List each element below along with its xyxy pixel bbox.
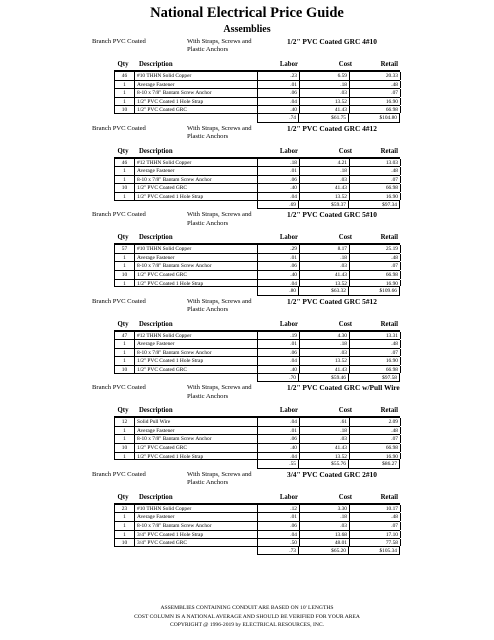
assembly-section — [0, 124, 494, 210]
column-header-retail: Retail — [380, 493, 398, 501]
column-header-cost: Cost — [338, 234, 352, 242]
table-row — [114, 365, 400, 374]
cell-labor: .40 — [258, 271, 300, 279]
footer-line-cost: COST COLUMN IS A NATIONAL AVERAGE AND SHOULD BE VERIFIED FOR YOUR AREA — [134, 613, 360, 620]
assembly-code: 1/2" PVC Coated GRC 4#12 — [287, 123, 377, 133]
table-row — [114, 530, 400, 539]
cell-cost: 41.43 — [300, 184, 350, 192]
cell-description: 1/2" PVC Coated 1 Hole Strap — [135, 453, 258, 460]
assembly-category: Branch PVC Coated — [92, 211, 146, 219]
total-cost: $59.37 — [299, 201, 349, 210]
assembly-code: 3/4" PVC Coated GRC 2#10 — [287, 469, 377, 479]
cell-cost: .03 — [300, 349, 350, 357]
column-header-qty: Qty — [117, 407, 129, 415]
cell-retail: .48 — [350, 254, 401, 262]
column-header-description: Description — [139, 493, 173, 501]
cell-labor: .12 — [258, 505, 300, 513]
total-cost: $61.75 — [299, 114, 349, 123]
cell-labor: .04 — [258, 418, 300, 426]
cell-labor: .01 — [258, 254, 300, 262]
cell-retail: .48 — [350, 167, 401, 175]
total-retail: $109.66 — [349, 287, 400, 296]
cell-retail: 66.98 — [350, 366, 401, 373]
cell-qty: 10 — [115, 271, 135, 279]
cell-retail: 16.90 — [350, 453, 401, 460]
cell-retail: 66.98 — [350, 271, 401, 279]
column-header-description: Description — [139, 147, 173, 155]
total-cost: $55.76 — [299, 460, 349, 469]
cell-qty: 1 — [115, 254, 135, 262]
cell-cost: .03 — [300, 522, 350, 530]
cell-description: 1/2" PVC Coated 1 Hole Strap — [135, 357, 258, 365]
cell-cost: 48.01 — [300, 539, 350, 546]
cell-labor: .01 — [258, 167, 300, 175]
cell-cost: .18 — [300, 340, 350, 348]
cell-retail: 25.19 — [350, 245, 401, 253]
cell-qty: 1 — [115, 357, 135, 365]
assembly-code: 1/2" PVC Coated GRC w/Pull Wire — [287, 383, 400, 393]
footer-notes — [0, 604, 494, 630]
cell-cost: 13.52 — [300, 193, 350, 200]
table-row — [114, 356, 400, 365]
assembly-category: Branch PVC Coated — [92, 297, 146, 305]
assembly-description: With Straps, Screws and Plastic Anchors — [187, 297, 252, 314]
cell-description: Average Fastener — [135, 513, 258, 521]
cell-retail: 20.33 — [350, 72, 401, 80]
table-row — [114, 426, 400, 435]
cell-labor: .06 — [258, 522, 300, 530]
total-retail: $86.27 — [349, 460, 400, 469]
total-labor: .55 — [257, 460, 299, 469]
column-header-retail: Retail — [380, 61, 398, 68]
cell-qty: 1 — [115, 167, 135, 175]
items-table — [114, 331, 400, 374]
cell-description: #12 THHN Solid Copper — [135, 332, 258, 340]
cell-qty: 12 — [115, 418, 135, 426]
cell-labor: .06 — [258, 435, 300, 443]
cell-description: 1/2" PVC Coated 1 Hole Strap — [135, 98, 258, 106]
cell-retail: .07 — [350, 435, 401, 443]
cell-retail: 16.90 — [350, 357, 401, 365]
table-row — [114, 521, 400, 530]
page-title: National Electrical Price Guide — [150, 5, 344, 21]
cell-cost: 13.68 — [300, 531, 350, 539]
cell-description: 1/2" PVC Coated GRC — [135, 444, 258, 452]
cell-labor: .04 — [258, 193, 300, 200]
table-row — [114, 158, 400, 167]
cell-qty: 1 — [115, 522, 135, 530]
column-header-qty: Qty — [117, 147, 129, 155]
assembly-header — [0, 470, 494, 493]
cell-labor: .06 — [258, 349, 300, 357]
table-row — [114, 97, 400, 106]
assembly-section — [0, 210, 494, 296]
cell-qty: 1 — [115, 427, 135, 435]
column-header-qty: Qty — [117, 320, 129, 328]
cell-qty: 1 — [115, 280, 135, 287]
column-header-qty: Qty — [117, 493, 129, 501]
cell-cost: .18 — [300, 254, 350, 262]
assembly-sections — [0, 37, 494, 556]
total-labor: .74 — [257, 114, 299, 123]
totals-row — [114, 460, 400, 469]
cell-description: Average Fastener — [135, 167, 258, 175]
cell-qty: 1 — [115, 81, 135, 89]
cell-cost: 41.43 — [300, 106, 350, 113]
assembly-section — [0, 37, 494, 123]
table-row — [114, 105, 400, 114]
cell-qty: 10 — [115, 184, 135, 192]
cell-description: 8-10 x 7/8" Bantam Screw Anchor — [135, 522, 258, 530]
column-headers — [0, 233, 494, 244]
cell-description: 1/2" PVC Coated GRC — [135, 271, 258, 279]
total-cost: $59.46 — [299, 374, 349, 383]
cell-retail: 13.03 — [350, 159, 401, 167]
cell-labor: .06 — [258, 176, 300, 184]
table-row — [114, 339, 400, 348]
cell-description: 8-10 x 7/8" Bantam Screw Anchor — [135, 176, 258, 184]
cell-retail: 13.31 — [350, 332, 401, 340]
assembly-category: Branch PVC Coated — [92, 38, 146, 45]
cell-description: #12 THHN Solid Copper — [135, 159, 258, 167]
table-row — [114, 192, 400, 201]
column-headers — [0, 406, 494, 417]
cell-retail: 10.17 — [350, 505, 401, 513]
assembly-category: Branch PVC Coated — [92, 124, 146, 132]
cell-qty: 1 — [115, 262, 135, 270]
column-header-labor: Labor — [279, 320, 298, 328]
table-row — [114, 434, 400, 443]
cell-retail: .07 — [350, 89, 401, 97]
column-headers — [0, 60, 494, 71]
cell-retail: 16.90 — [350, 193, 401, 200]
column-headers — [0, 147, 494, 158]
cell-description: #10 THHN Solid Copper — [135, 505, 258, 513]
cell-labor: .18 — [258, 159, 300, 167]
column-header-labor: Labor — [279, 234, 298, 242]
cell-qty: 1 — [115, 176, 135, 184]
column-header-retail: Retail — [380, 320, 398, 328]
cell-qty: 1 — [115, 513, 135, 521]
cell-description: Average Fastener — [135, 427, 258, 435]
cell-retail: 66.98 — [350, 184, 401, 192]
cell-retail: 16.90 — [350, 98, 401, 106]
cell-labor: .01 — [258, 427, 300, 435]
table-row — [114, 80, 400, 89]
cell-cost: .03 — [300, 435, 350, 443]
cell-retail: 16.90 — [350, 280, 401, 287]
total-retail: $97.58 — [349, 374, 400, 383]
cell-retail: .48 — [350, 340, 401, 348]
cell-retail: 66.98 — [350, 106, 401, 113]
cell-retail: 77.58 — [350, 539, 401, 546]
table-row — [114, 512, 400, 521]
total-cost: $63.32 — [299, 287, 349, 296]
cell-labor: .01 — [258, 340, 300, 348]
totals-row — [114, 201, 400, 210]
column-header-labor: Labor — [279, 407, 298, 415]
cell-description: 8-10 x 7/8" Bantam Screw Anchor — [135, 89, 258, 97]
cell-qty: 10 — [115, 366, 135, 373]
cell-description: #10 THHN Solid Copper — [135, 245, 258, 253]
cell-labor: .50 — [258, 539, 300, 546]
cell-qty: 10 — [115, 444, 135, 452]
items-table — [114, 158, 400, 201]
items-table — [114, 417, 400, 460]
assembly-description: With Straps, Screws and Plastic Anchors — [187, 124, 252, 140]
column-header-description: Description — [139, 61, 173, 68]
assembly-header — [0, 383, 494, 406]
cell-retail: .07 — [350, 349, 401, 357]
assembly-category: Branch PVC Coated — [92, 384, 146, 392]
cell-description: 1/2" PVC Coated GRC — [135, 184, 258, 192]
assembly-category: Branch PVC Coated — [92, 470, 146, 478]
cell-qty: 46 — [115, 72, 135, 80]
cell-qty: 46 — [115, 159, 135, 167]
cell-labor: .40 — [258, 366, 300, 373]
cell-labor: .23 — [258, 72, 300, 80]
cell-labor: .40 — [258, 444, 300, 452]
cell-qty: 47 — [115, 332, 135, 340]
cell-retail: 66.98 — [350, 444, 401, 452]
cell-qty: 1 — [115, 435, 135, 443]
cell-qty: 23 — [115, 505, 135, 513]
table-row — [114, 261, 400, 270]
cell-cost: 41.43 — [300, 444, 350, 452]
cell-cost: 13.52 — [300, 98, 350, 106]
cell-retail: .07 — [350, 176, 401, 184]
column-header-labor: Labor — [279, 147, 298, 155]
table-row — [114, 538, 400, 547]
cell-cost: .18 — [300, 81, 350, 89]
total-labor: .70 — [257, 374, 299, 383]
column-header-cost: Cost — [338, 147, 352, 155]
table-row — [114, 504, 400, 513]
cell-qty: 1 — [115, 340, 135, 348]
cell-description: #10 THHN Solid Copper — [135, 72, 258, 80]
cell-cost: 41.43 — [300, 366, 350, 373]
assembly-code: 1/2" PVC Coated GRC 5#10 — [287, 210, 377, 220]
column-header-cost: Cost — [338, 61, 352, 68]
cell-cost: 8.17 — [300, 245, 350, 253]
items-table — [114, 504, 400, 547]
column-header-qty: Qty — [117, 234, 129, 242]
cell-cost: 13.52 — [300, 357, 350, 365]
cell-cost: 3.30 — [300, 505, 350, 513]
table-row — [114, 175, 400, 184]
total-retail: $105.34 — [349, 547, 400, 556]
cell-labor: .06 — [258, 89, 300, 97]
column-headers — [0, 320, 494, 331]
table-row — [114, 270, 400, 279]
cell-description: Average Fastener — [135, 340, 258, 348]
cell-cost: .18 — [300, 513, 350, 521]
column-header-description: Description — [139, 234, 173, 242]
cell-labor: .04 — [258, 280, 300, 287]
cell-cost: 13.52 — [300, 280, 350, 287]
cell-labor: .04 — [258, 531, 300, 539]
assembly-description: With Straps, Screws and Plastic Anchors — [187, 384, 252, 400]
table-row — [114, 417, 400, 426]
assembly-header — [0, 124, 494, 147]
assembly-description: With Straps, Screws and Plastic Anchors — [187, 38, 252, 54]
cell-retail: .07 — [350, 262, 401, 270]
column-header-cost: Cost — [338, 407, 352, 415]
cell-cost: 13.52 — [300, 453, 350, 460]
table-row — [114, 253, 400, 262]
column-headers — [0, 493, 494, 504]
cell-labor: .19 — [258, 332, 300, 340]
assembly-header — [0, 210, 494, 233]
cell-cost: 4.30 — [300, 332, 350, 340]
table-row — [114, 183, 400, 192]
totals-row — [114, 374, 400, 383]
table-row — [114, 279, 400, 288]
cell-qty: 10 — [115, 539, 135, 546]
cell-qty: 57 — [115, 245, 135, 253]
cell-retail: .48 — [350, 427, 401, 435]
cell-description: 1/2" PVC Coated GRC — [135, 106, 258, 113]
column-header-labor: Labor — [279, 493, 298, 501]
totals-row — [114, 114, 400, 123]
column-header-cost: Cost — [338, 493, 352, 501]
cell-description: 3/4" PVC Coated GRC — [135, 539, 258, 546]
footer-line-conduit: ASSEMBLIES CONTAINING CONDUIT ARE BASED ON 10' LENGTHS — [160, 605, 334, 611]
totals-row — [114, 547, 400, 556]
table-row — [114, 452, 400, 461]
table-row — [114, 88, 400, 97]
cell-qty: 10 — [115, 106, 135, 113]
table-row — [114, 331, 400, 340]
column-header-retail: Retail — [380, 407, 398, 415]
column-header-description: Description — [139, 320, 173, 328]
cell-description: 8-10 x 7/8" Bantam Screw Anchor — [135, 435, 258, 443]
cell-labor: .04 — [258, 357, 300, 365]
cell-description: 1/2" PVC Coated 1 Hole Strap — [135, 280, 258, 287]
cell-description: 8-10 x 7/8" Bantam Screw Anchor — [135, 349, 258, 357]
total-retail: $104.80 — [349, 114, 400, 123]
cell-cost: .03 — [300, 262, 350, 270]
column-header-cost: Cost — [338, 320, 352, 328]
footer-line-copyright: COPYRIGHT @ 1996-2019 by ELECTRICAL RESOURCES, INC. — [169, 622, 324, 629]
cell-labor: .01 — [258, 513, 300, 521]
assembly-description: With Straps, Screws and Plastic Anchors — [187, 470, 252, 487]
cell-retail: 2.09 — [350, 418, 401, 426]
cell-retail: .07 — [350, 522, 401, 530]
table-row — [114, 348, 400, 357]
cell-description: 8-10 x 7/8" Bantam Screw Anchor — [135, 262, 258, 270]
cell-cost: .03 — [300, 89, 350, 97]
table-row — [114, 166, 400, 175]
cell-qty: 1 — [115, 89, 135, 97]
cell-description: Average Fastener — [135, 254, 258, 262]
cell-description: Average Fastener — [135, 81, 258, 89]
assembly-header — [0, 37, 494, 60]
assembly-description: With Straps, Screws and Plastic Anchors — [187, 211, 252, 227]
cell-labor: .04 — [258, 453, 300, 460]
table-row — [114, 244, 400, 253]
assembly-section — [0, 383, 494, 469]
cell-cost: .18 — [300, 427, 350, 435]
table-row — [114, 443, 400, 452]
total-cost: $65.20 — [299, 547, 349, 556]
cell-cost: 4.21 — [300, 159, 350, 167]
assembly-header — [0, 297, 494, 320]
assembly-code: 1/2" PVC Coated GRC 4#10 — [287, 37, 377, 46]
cell-qty: 1 — [115, 98, 135, 106]
cell-labor: .29 — [258, 245, 300, 253]
assembly-section — [0, 297, 494, 383]
items-table — [114, 244, 400, 287]
items-table — [114, 71, 400, 114]
column-header-labor: Labor — [279, 61, 298, 68]
cell-description: 1/2" PVC Coated 1 Hole Strap — [135, 193, 258, 200]
cell-labor: .40 — [258, 106, 300, 113]
cell-description: 1/2" PVC Coated GRC — [135, 366, 258, 373]
cell-labor: .01 — [258, 81, 300, 89]
cell-labor: .40 — [258, 184, 300, 192]
assembly-code: 1/2" PVC Coated GRC 5#12 — [287, 296, 377, 306]
table-row — [114, 71, 400, 80]
cell-labor: .04 — [258, 98, 300, 106]
cell-cost: .61 — [300, 418, 350, 426]
assembly-section — [0, 470, 494, 556]
cell-qty: 1 — [115, 453, 135, 460]
column-header-description: Description — [139, 407, 173, 415]
total-retail: $97.34 — [349, 201, 400, 210]
page-subtitle: Assemblies — [223, 24, 271, 35]
cell-retail: .48 — [350, 81, 401, 89]
cell-cost: .03 — [300, 176, 350, 184]
cell-qty: 1 — [115, 531, 135, 539]
column-header-retail: Retail — [380, 234, 398, 242]
cell-cost: 41.43 — [300, 271, 350, 279]
cell-retail: .48 — [350, 513, 401, 521]
cell-qty: 1 — [115, 349, 135, 357]
cell-retail: 17.10 — [350, 531, 401, 539]
column-header-qty: Qty — [117, 61, 129, 68]
cell-cost: 6.59 — [300, 72, 350, 80]
cell-qty: 1 — [115, 193, 135, 200]
cell-description: Solid Pull Wire — [135, 418, 258, 426]
total-labor: .73 — [257, 547, 299, 556]
cell-cost: .18 — [300, 167, 350, 175]
totals-row — [114, 287, 400, 296]
cell-labor: .06 — [258, 262, 300, 270]
column-header-retail: Retail — [380, 147, 398, 155]
cell-description: 3/4" PVC Coated 1 Hole Strap — [135, 531, 258, 539]
total-labor: .80 — [257, 287, 299, 296]
total-labor: .69 — [257, 201, 299, 210]
